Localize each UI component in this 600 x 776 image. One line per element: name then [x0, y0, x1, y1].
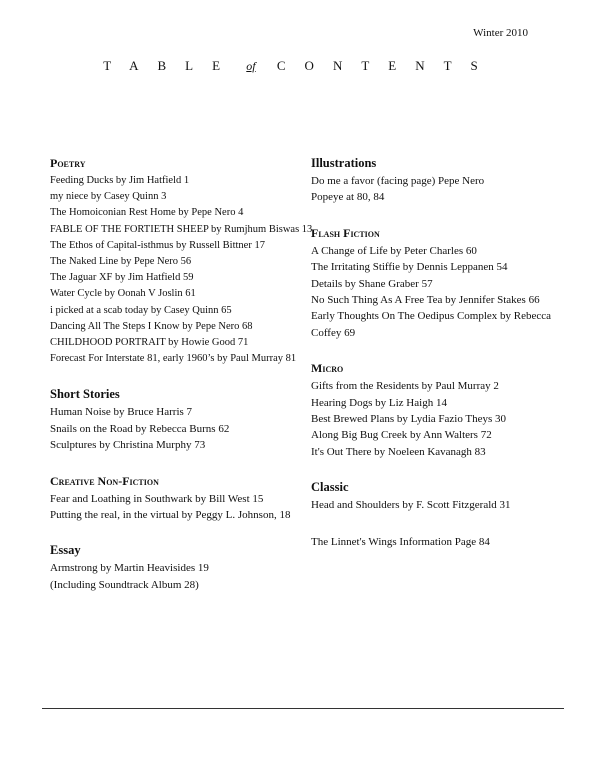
issue-label: Winter 2010 [473, 27, 528, 39]
toc-entry: (Including Soundtrack Album 28) [50, 578, 199, 591]
section-micro [311, 361, 561, 460]
section-essay [50, 543, 312, 593]
section-creative-nonfiction [50, 474, 312, 524]
toc-entry: Early Thoughts On The Oedipus Complex by Rebecca Coffey 69 [311, 310, 552, 339]
toc-entry: Snails on the Road by Rebecca Burns 62 [50, 422, 230, 435]
toc-entry: The Irritating Stiffie by Dennis Leppanen 54 [311, 261, 508, 274]
toc-entry: Water Cycle by Oonah V Joslin 61 [50, 288, 196, 300]
section-heading: Classic [311, 480, 349, 495]
left-column [50, 156, 312, 613]
toc-entry: It's Out There by Noeleen Kavanagh 83 [311, 445, 486, 458]
section-short-stories [50, 387, 312, 453]
toc-entry: No Such Thing As A Free Tea by Jennifer Stakes 66 [311, 294, 540, 307]
toc-entry: The Naked Line by Pepe Nero 56 [50, 256, 192, 268]
section-poetry [50, 156, 312, 367]
toc-entry: Do me a favor (facing page) Pepe Nero [311, 175, 485, 187]
toc-entry: Armstrong by Martin Heavisides 19 [50, 562, 209, 575]
toc-entry: The Homoiconian Rest Home by Pepe Nero 4 [50, 207, 244, 219]
section-heading: Short Stories [50, 387, 120, 402]
toc-entry: The Linnet's Wings Information Page 84 [311, 535, 490, 548]
footer-divider [42, 708, 564, 709]
toc-entry: CHILDHOOD PORTRAIT by Howie Good 71 [50, 337, 249, 349]
page-title [0, 58, 600, 74]
title-word-contents: CONTENTS [276, 58, 497, 73]
toc-entry: my niece by Casey Quinn 3 [50, 191, 167, 203]
title-word-table: TABLE [103, 58, 240, 73]
toc-entry: Feeding Ducks by Jim Hatfield 1 [50, 175, 190, 186]
toc-entry: Dancing All The Steps I Know by Pepe Nero 68 [50, 320, 253, 332]
toc-entry: Human Noise by Bruce Harris 7 [50, 406, 193, 419]
toc-entry: FABLE OF THE FORTIETH SHEEP by Rumjhum Biswas 13 [50, 223, 313, 235]
section-heading: Essay [50, 543, 81, 558]
section-classic [311, 480, 561, 513]
section-heading: Creative Non-Fiction [50, 473, 159, 488]
toc-entry: Sculptures by Christina Murphy 73 [50, 439, 206, 452]
section-heading: Flash Fiction [311, 225, 380, 240]
toc-entry: Along Big Bug Creek by Ann Walters 72 [311, 429, 492, 442]
toc-entry: The Jaguar XF by Jim Hatfield 59 [50, 272, 194, 284]
section-info [311, 534, 561, 550]
toc-entry: Hearing Dogs by Liz Haigh 14 [311, 396, 447, 409]
section-heading: Poetry [50, 156, 86, 170]
section-illustrations [311, 156, 561, 206]
toc-entry: Best Brewed Plans by Lydia Fazio Theys 30 [311, 413, 507, 426]
toc-entry: Head and Shoulders by F. Scott Fitzgerald 31 [311, 499, 511, 512]
section-heading: Micro [311, 361, 344, 376]
toc-entry: Gifts from the Residents by Paul Murray 2 [311, 380, 499, 393]
section-flash-fiction [311, 226, 561, 341]
toc-entry: Details by Shane Graber 57 [311, 277, 433, 290]
title-word-of: of [246, 59, 256, 73]
toc-entry: Putting the real, in the virtual by Peggy L. Johnson, 18 [50, 509, 291, 522]
toc-entry: i picked at a scab today by Casey Quinn 65 [50, 304, 232, 316]
right-column [311, 156, 561, 570]
toc-entry: Forecast For Interstate 81, early 1960’s by Paul Murray 81 [50, 353, 297, 365]
toc-entry: The Ethos of Capital-isthmus by Russell Bittner 17 [50, 239, 265, 251]
toc-entry: A Change of Life by Peter Charles 60 [311, 244, 477, 257]
toc-entry: Fear and Loathing in Southwark by Bill West 15 [50, 492, 264, 505]
section-heading: Illustrations [311, 156, 377, 170]
toc-entry: Popeye at 80, 84 [311, 191, 385, 204]
